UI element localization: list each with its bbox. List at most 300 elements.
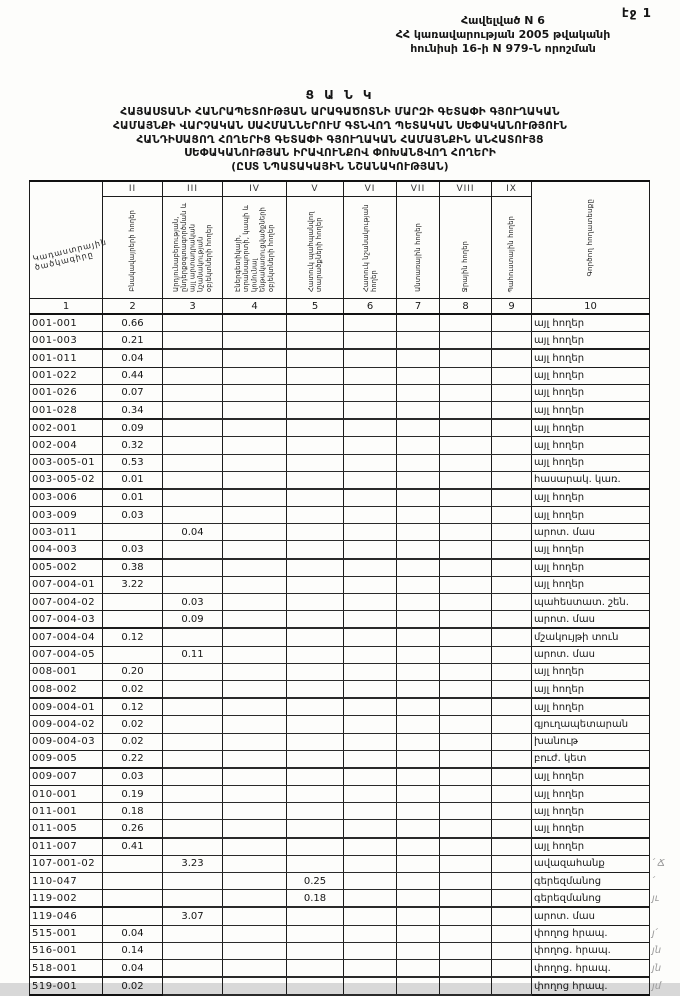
cell-area-value xyxy=(223,454,287,471)
cell-margin-mark: ՛ xyxy=(652,875,655,887)
cell-cadastral-code: 008-001 xyxy=(30,663,103,680)
cell-area-value xyxy=(163,559,223,577)
cell-area-value xyxy=(492,559,532,577)
cell-cadastral-code: 009-007 xyxy=(30,768,103,786)
cell-area-value xyxy=(163,959,223,977)
cell-area-value xyxy=(344,524,397,541)
cell-area-value xyxy=(397,786,440,803)
cell-margin-mark xyxy=(650,803,676,820)
margin-spacer xyxy=(650,181,676,314)
cell-area-value xyxy=(287,959,344,977)
cell-area-value xyxy=(344,611,397,629)
cell-area-value xyxy=(103,873,163,890)
table-row xyxy=(30,367,676,384)
cell-margin-mark xyxy=(650,367,676,384)
cell-area-value xyxy=(397,663,440,680)
cell-area-value: 0.07 xyxy=(103,384,163,401)
cell-margin-mark xyxy=(650,628,676,646)
cell-area-value xyxy=(163,437,223,454)
cell-area-value xyxy=(397,454,440,471)
header-water-lands: Ջրային հողեր xyxy=(440,197,492,299)
cell-area-value xyxy=(344,680,397,698)
cell-land-use-type: այլ հողեր xyxy=(532,367,650,384)
table-row xyxy=(30,646,676,663)
cell-area-value xyxy=(287,559,344,577)
column-number: 5 xyxy=(287,299,344,315)
cell-area-value: 0.19 xyxy=(103,786,163,803)
land-parcels-table xyxy=(29,180,676,996)
cell-area-value xyxy=(440,768,492,786)
cell-area-value xyxy=(287,698,344,716)
cell-area-value: 0.01 xyxy=(103,489,163,507)
cell-cadastral-code: 007-004-03 xyxy=(30,611,103,629)
cell-area-value xyxy=(223,471,287,489)
table-row xyxy=(30,507,676,524)
cell-cadastral-code: 516-001 xyxy=(30,942,103,959)
cell-cadastral-code: 002-001 xyxy=(30,419,103,437)
cell-area-value xyxy=(440,471,492,489)
cell-area-value xyxy=(492,576,532,593)
cell-area-value xyxy=(103,611,163,629)
cell-margin-mark xyxy=(650,611,676,629)
header-land-use-type: Գործող հողատեսքը xyxy=(532,181,650,299)
cell-area-value xyxy=(163,454,223,471)
cell-area-value xyxy=(223,401,287,419)
cell-area-value xyxy=(287,716,344,733)
cell-area-value xyxy=(492,314,532,332)
cell-margin-mark xyxy=(650,419,676,437)
cell-area-value xyxy=(344,628,397,646)
cell-area-value xyxy=(287,507,344,524)
cell-area-value xyxy=(223,349,287,367)
cell-area-value xyxy=(440,367,492,384)
table-row xyxy=(30,873,676,890)
cell-area-value xyxy=(223,628,287,646)
cell-area-value xyxy=(492,541,532,559)
cell-area-value xyxy=(397,890,440,908)
cell-cadastral-code: 110-047 xyxy=(30,873,103,890)
cell-area-value xyxy=(397,646,440,663)
cell-area-value xyxy=(223,873,287,890)
cell-area-value xyxy=(223,594,287,611)
cell-margin-mark xyxy=(650,559,676,577)
cell-area-value xyxy=(287,489,344,507)
roman-numeral: VI xyxy=(344,181,397,197)
cell-land-use-type: այլ հողեր xyxy=(532,507,650,524)
cell-area-value xyxy=(440,314,492,332)
cell-area-value xyxy=(492,768,532,786)
cell-area-value xyxy=(163,803,223,820)
cell-area-value xyxy=(492,716,532,733)
cell-area-value xyxy=(440,716,492,733)
cell-area-value xyxy=(492,419,532,437)
cell-area-value xyxy=(492,507,532,524)
cell-area-value xyxy=(223,750,287,768)
cell-margin-mark xyxy=(650,733,676,750)
cell-area-value xyxy=(440,437,492,454)
cell-land-use-type: այլ հողեր xyxy=(532,786,650,803)
cell-area-value: 0.22 xyxy=(103,750,163,768)
cell-area-value xyxy=(287,750,344,768)
column-number: 10 xyxy=(532,299,650,315)
cell-margin-mark: յն xyxy=(652,962,662,974)
cell-area-value xyxy=(223,855,287,872)
cell-area-value xyxy=(163,489,223,507)
header-energy-transport-lands: Էներգետիկայի, տրանսպորտի, կապի և կոմունալ ենթակառուցվածքների օբյեկտների հողեր xyxy=(223,197,287,299)
cell-margin-mark xyxy=(650,384,676,401)
cell-area-value xyxy=(397,855,440,872)
cell-area-value xyxy=(344,437,397,454)
cell-area-value xyxy=(163,942,223,959)
cell-land-use-type: բուժ. կետ xyxy=(532,750,650,768)
cell-area-value xyxy=(344,559,397,577)
cell-area-value: 0.18 xyxy=(103,803,163,820)
cell-area-value xyxy=(397,628,440,646)
roman-numeral: IX xyxy=(492,181,532,197)
cell-area-value xyxy=(287,663,344,680)
cell-land-use-type: հասարակ. կառ. xyxy=(532,471,650,489)
cell-area-value xyxy=(397,803,440,820)
cell-land-use-type: փողոց հրապ. xyxy=(532,977,650,995)
cell-area-value: 0.09 xyxy=(103,419,163,437)
cell-margin-mark xyxy=(650,698,676,716)
cell-cadastral-code: 003-006 xyxy=(30,489,103,507)
cell-area-value xyxy=(344,959,397,977)
cell-area-value xyxy=(223,489,287,507)
cell-area-value xyxy=(103,524,163,541)
cell-area-value xyxy=(103,907,163,925)
column-numbers-row xyxy=(30,299,676,315)
cell-cadastral-code: 011-005 xyxy=(30,820,103,838)
cell-area-value: 0.02 xyxy=(103,733,163,750)
cell-area-value xyxy=(492,349,532,367)
cell-area-value xyxy=(287,576,344,593)
cell-area-value xyxy=(344,594,397,611)
cell-area-value xyxy=(397,680,440,698)
cell-land-use-type: այլ հողեր xyxy=(532,820,650,838)
cell-area-value xyxy=(492,471,532,489)
cell-land-use-type: այլ հողեր xyxy=(532,384,650,401)
cell-area-value xyxy=(397,332,440,350)
cell-area-value xyxy=(440,698,492,716)
cell-cadastral-code: 001-026 xyxy=(30,384,103,401)
cell-margin-mark xyxy=(650,507,676,524)
cell-cadastral-code: 001-003 xyxy=(30,332,103,350)
cell-area-value xyxy=(492,942,532,959)
roman-numeral: V xyxy=(287,181,344,197)
cell-cadastral-code: 107-001-02 xyxy=(30,855,103,872)
cell-area-value: 0.04 xyxy=(103,349,163,367)
cell-cadastral-code: 011-007 xyxy=(30,838,103,856)
table-row xyxy=(30,890,676,908)
cell-land-use-type: այլ հողեր xyxy=(532,349,650,367)
cell-area-value xyxy=(397,437,440,454)
cell-area-value: 3.07 xyxy=(163,907,223,925)
cell-area-value xyxy=(440,332,492,350)
cell-area-value xyxy=(397,314,440,332)
cell-area-value xyxy=(163,680,223,698)
cell-area-value: 0.04 xyxy=(163,524,223,541)
cell-land-use-type: գերեզմանոց xyxy=(532,890,650,908)
cell-area-value xyxy=(223,820,287,838)
cell-area-value xyxy=(344,803,397,820)
table-row xyxy=(30,314,676,332)
table-row xyxy=(30,750,676,768)
cell-land-use-type: փողոց. հրապ. xyxy=(532,942,650,959)
table-row xyxy=(30,349,676,367)
cell-area-value xyxy=(223,663,287,680)
cell-area-value xyxy=(223,332,287,350)
cell-land-use-type: այլ հողեր xyxy=(532,437,650,454)
header-cadastral-code: Կադաստրային ծածկագիրը xyxy=(30,181,103,299)
cell-area-value xyxy=(163,750,223,768)
cell-area-value: 0.20 xyxy=(103,663,163,680)
cell-area-value xyxy=(492,680,532,698)
cell-land-use-type: այլ հողեր xyxy=(532,489,650,507)
cell-area-value xyxy=(287,733,344,750)
cell-margin-mark xyxy=(650,576,676,593)
cell-area-value: 0.04 xyxy=(103,925,163,942)
cell-area-value xyxy=(223,907,287,925)
cell-area-value xyxy=(397,873,440,890)
annex-line: ՀՀ կառավարության 2005 թվականի xyxy=(395,27,611,41)
table-row xyxy=(30,437,676,454)
cell-area-value xyxy=(492,401,532,419)
cell-area-value xyxy=(440,907,492,925)
cell-area-value xyxy=(440,733,492,750)
cell-cadastral-code: 002-004 xyxy=(30,437,103,454)
cell-area-value xyxy=(344,820,397,838)
cell-area-value xyxy=(223,768,287,786)
cell-area-value xyxy=(397,942,440,959)
cell-cadastral-code: 004-003 xyxy=(30,541,103,559)
cell-area-value xyxy=(397,733,440,750)
cell-area-value xyxy=(492,803,532,820)
cell-area-value xyxy=(344,663,397,680)
cell-cadastral-code: 003-005-02 xyxy=(30,471,103,489)
cell-cadastral-code: 001-028 xyxy=(30,401,103,419)
roman-numeral: VII xyxy=(397,181,440,197)
cell-margin-mark xyxy=(650,907,676,925)
cell-area-value xyxy=(397,367,440,384)
cell-area-value xyxy=(103,646,163,663)
cell-area-value xyxy=(440,349,492,367)
cell-area-value xyxy=(397,820,440,838)
cell-area-value xyxy=(440,680,492,698)
cell-area-value xyxy=(492,820,532,838)
cell-area-value xyxy=(344,541,397,559)
cell-area-value xyxy=(223,716,287,733)
cell-margin-mark xyxy=(650,489,676,507)
cell-margin-mark xyxy=(650,541,676,559)
cell-area-value xyxy=(163,977,223,995)
column-number: 7 xyxy=(397,299,440,315)
table-row xyxy=(30,663,676,680)
cell-area-value xyxy=(397,471,440,489)
cell-area-value xyxy=(287,454,344,471)
cell-land-use-type: արոտ. մաս xyxy=(532,646,650,663)
cell-cadastral-code: 009-004-02 xyxy=(30,716,103,733)
cell-margin-mark xyxy=(650,750,676,768)
cell-area-value xyxy=(287,820,344,838)
cell-margin-mark xyxy=(650,716,676,733)
column-number: 2 xyxy=(103,299,163,315)
cell-area-value xyxy=(397,541,440,559)
cell-area-value xyxy=(440,489,492,507)
cell-area-value xyxy=(344,750,397,768)
cell-area-value xyxy=(163,349,223,367)
cell-area-value xyxy=(440,524,492,541)
cell-area-value xyxy=(344,873,397,890)
cell-area-value xyxy=(163,873,223,890)
cell-margin-mark xyxy=(650,454,676,471)
cell-area-value xyxy=(440,803,492,820)
cell-area-value xyxy=(163,733,223,750)
cell-area-value xyxy=(163,628,223,646)
cell-margin-mark xyxy=(650,401,676,419)
cell-cadastral-code: 009-004-03 xyxy=(30,733,103,750)
cell-area-value: 0.21 xyxy=(103,332,163,350)
cell-area-value xyxy=(103,594,163,611)
cell-area-value xyxy=(492,384,532,401)
cell-area-value xyxy=(223,419,287,437)
cell-land-use-type: արոտ. մաս xyxy=(532,524,650,541)
cell-margin-mark xyxy=(650,332,676,350)
cell-area-value: 0.03 xyxy=(103,507,163,524)
column-number: 6 xyxy=(344,299,397,315)
cell-area-value xyxy=(287,437,344,454)
cell-area-value xyxy=(163,698,223,716)
cell-area-value xyxy=(397,698,440,716)
table-row xyxy=(30,803,676,820)
cell-area-value xyxy=(223,698,287,716)
cell-area-value xyxy=(440,541,492,559)
cell-area-value xyxy=(440,507,492,524)
cell-area-value xyxy=(287,646,344,663)
cell-cadastral-code: 005-002 xyxy=(30,559,103,577)
cell-area-value xyxy=(223,524,287,541)
cell-area-value xyxy=(223,314,287,332)
cell-land-use-type: գերեզմանոց xyxy=(532,873,650,890)
cell-area-value xyxy=(344,925,397,942)
cell-area-value: 0.09 xyxy=(163,611,223,629)
cell-land-use-type: ավազահանք xyxy=(532,855,650,872)
cell-land-use-type: այլ հողեր xyxy=(532,454,650,471)
cell-area-value xyxy=(163,838,223,856)
cell-area-value xyxy=(440,646,492,663)
cell-land-use-type: այլ հողեր xyxy=(532,559,650,577)
cell-margin-mark xyxy=(650,786,676,803)
cell-cadastral-code: 119-002 xyxy=(30,890,103,908)
cell-area-value xyxy=(223,838,287,856)
annex-reference xyxy=(348,14,658,55)
cell-area-value xyxy=(163,820,223,838)
table-row xyxy=(30,680,676,698)
header-forest-lands: Անտառային հողեր xyxy=(397,197,440,299)
cell-area-value: 0.02 xyxy=(103,716,163,733)
cell-land-use-type: այլ հողեր xyxy=(532,838,650,856)
cell-area-value xyxy=(287,907,344,925)
cell-area-value xyxy=(397,576,440,593)
cell-area-value xyxy=(492,646,532,663)
cell-cadastral-code: 007-004-05 xyxy=(30,646,103,663)
document-title xyxy=(40,88,640,175)
cell-area-value xyxy=(440,559,492,577)
table-row xyxy=(30,977,676,995)
table-row xyxy=(30,716,676,733)
cell-area-value xyxy=(344,733,397,750)
cell-cadastral-code: 001-022 xyxy=(30,367,103,384)
cell-area-value xyxy=(287,367,344,384)
cell-area-value xyxy=(223,646,287,663)
header-settlement-lands: Բնակավայրերի հողեր xyxy=(103,197,163,299)
column-number: 1 xyxy=(30,299,103,315)
cell-area-value xyxy=(397,419,440,437)
cell-area-value xyxy=(440,594,492,611)
table-row xyxy=(30,838,676,856)
cell-area-value xyxy=(397,401,440,419)
cell-area-value xyxy=(492,628,532,646)
cell-area-value xyxy=(397,750,440,768)
cell-area-value xyxy=(440,750,492,768)
cell-area-value xyxy=(492,663,532,680)
cell-area-value: 0.26 xyxy=(103,820,163,838)
cell-area-value xyxy=(492,698,532,716)
cell-land-use-type: փողոց. հրապ. xyxy=(532,959,650,977)
cell-area-value xyxy=(344,768,397,786)
cell-area-value xyxy=(287,349,344,367)
cell-area-value xyxy=(397,507,440,524)
cell-area-value xyxy=(440,454,492,471)
cell-area-value xyxy=(163,401,223,419)
cell-land-use-type: այլ հողեր xyxy=(532,576,650,593)
cell-area-value xyxy=(163,541,223,559)
cell-area-value xyxy=(440,419,492,437)
title-line: ՀԱՆԴԻՍԱՑՈՂ ՀՈՂԵՐԻՑ ԳԵՏԱՓԻ ԳՅՈՒՂԱԿԱՆ ՀԱՄԱՅՆՔԻՆ ԱՆՀԱՏՈՒՅՑ xyxy=(136,133,544,146)
cell-area-value xyxy=(397,349,440,367)
cell-area-value xyxy=(163,716,223,733)
cell-area-value xyxy=(344,907,397,925)
cell-area-value: 0.01 xyxy=(103,471,163,489)
cell-area-value xyxy=(344,855,397,872)
cell-area-value xyxy=(492,855,532,872)
cell-area-value xyxy=(287,594,344,611)
cell-area-value: 0.02 xyxy=(103,680,163,698)
cell-area-value xyxy=(397,838,440,856)
cell-margin-mark: յմ xyxy=(652,980,662,992)
cell-margin-mark xyxy=(650,663,676,680)
annex-line: Հավելված N 6 xyxy=(461,14,545,27)
title-line: ՀԱՄԱՅՆՔԻ ՎԱՐՉԱԿԱՆ ՍԱՀՄԱՆՆԵՐՈՒՄ ԳՏՆՎՈՂ ՊԵՏԱԿԱՆ ՍԵՓԱԿԱՆՈՒԹՅՈՒՆ xyxy=(112,119,568,132)
cell-area-value xyxy=(103,890,163,908)
cell-area-value: 0.32 xyxy=(103,437,163,454)
cell-area-value: 0.18 xyxy=(287,890,344,908)
cell-land-use-type: այլ հողեր xyxy=(532,803,650,820)
cell-area-value xyxy=(287,855,344,872)
cell-area-value: 0.38 xyxy=(103,559,163,577)
cell-area-value: 0.03 xyxy=(103,768,163,786)
table-row xyxy=(30,384,676,401)
cell-area-value xyxy=(492,594,532,611)
cell-area-value xyxy=(492,332,532,350)
cell-area-value xyxy=(223,437,287,454)
cell-area-value: 3.23 xyxy=(163,855,223,872)
cell-land-use-type: այլ հողեր xyxy=(532,541,650,559)
cell-area-value xyxy=(397,384,440,401)
cell-area-value: 0.12 xyxy=(103,628,163,646)
cell-margin-mark: յւ xyxy=(652,893,660,905)
cell-area-value xyxy=(492,977,532,995)
